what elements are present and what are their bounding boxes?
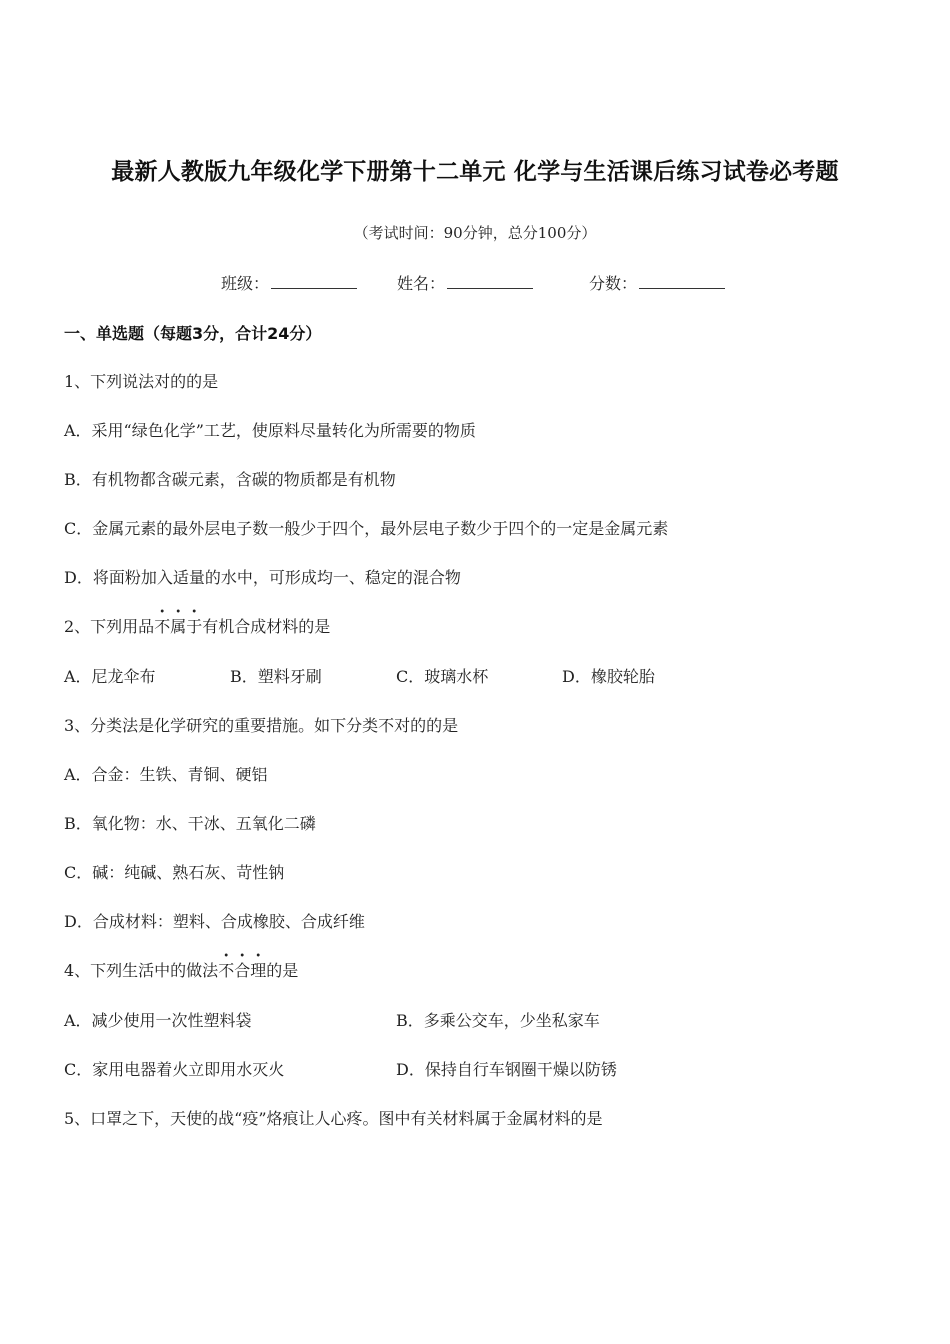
question-1-option-b: B．有机物都含碳元素，含碳的物质都是有机物 xyxy=(64,470,396,489)
question-2-emphasis-text: 不属于 xyxy=(154,617,203,636)
question-4-option-b: B．多乘公交车，少坐私家车 xyxy=(396,1011,600,1030)
question-3-option-a: A．合金：生铁、青铜、硬铝 xyxy=(64,765,268,784)
question-3-option-b: B．氧化物：水、干冰、五氧化二磷 xyxy=(64,814,316,833)
name-field xyxy=(397,271,533,294)
question-5-stem: 5、口罩之下，天使的战“疫”烙痕让人心疼。图中有关材料属于金属材料的是 xyxy=(64,1109,603,1128)
emphasis-dot: • xyxy=(255,951,262,962)
question-3-option-d: D．合成材料：塑料、合成橡胶、合成纤维 xyxy=(64,912,365,931)
question-3-option-c: C．碱：纯碱、熟石灰、苛性钠 xyxy=(64,863,285,882)
emphasis-dot: • xyxy=(175,607,182,618)
question-4-stem-pre: 4、下列生活中的做法 xyxy=(64,961,219,980)
score-blank[interactable] xyxy=(639,274,725,289)
exam-duration-note: （考试时间：90分钟，总分100分） xyxy=(353,224,597,242)
question-2-option-b: B．塑料牙刷 xyxy=(230,667,322,686)
exam-title: 最新人教版九年级化学下册第十二单元 化学与生活课后练习试卷必考题 xyxy=(111,159,839,185)
class-blank[interactable] xyxy=(271,274,357,289)
question-2-stem-post: 有机合成材料的是 xyxy=(202,617,331,636)
question-4-emphasis-text: 不合理 xyxy=(218,961,267,980)
emphasis-dot: • xyxy=(191,607,198,618)
question-4-option-a: A．减少使用一次性塑料袋 xyxy=(64,1011,252,1030)
section-heading: 一、单选题（每题3分，合计24分） xyxy=(64,324,322,343)
question-2-stem xyxy=(64,607,331,637)
question-2-option-a: A．尼龙伞布 xyxy=(64,667,156,686)
score-label: 分数： xyxy=(589,274,638,293)
question-2-option-c: C．玻璃水杯 xyxy=(396,667,489,686)
question-4-emphasis xyxy=(218,951,267,981)
question-1-option-d: D．将面粉加入适量的水中，可形成均一、稳定的混合物 xyxy=(64,568,461,587)
question-1-option-c: C．金属元素的最外层电子数一般少于四个，最外层电子数少于四个的一定是金属元素 xyxy=(64,519,669,538)
question-4-option-d: D．保持自行车钢圈干燥以防锈 xyxy=(396,1060,617,1079)
question-2-option-d: D．橡胶轮胎 xyxy=(562,667,655,686)
class-field xyxy=(221,271,357,294)
emphasis-dot: • xyxy=(223,951,230,962)
score-field xyxy=(589,271,725,294)
name-label: 姓名： xyxy=(397,274,446,293)
question-4-stem-post: 的是 xyxy=(266,961,299,980)
emphasis-dot: • xyxy=(159,607,166,618)
question-4-stem xyxy=(64,951,299,981)
class-label: 班级： xyxy=(221,274,270,293)
question-1-stem: 1、下列说法对的的是 xyxy=(64,372,219,391)
question-3-stem: 3、分类法是化学研究的重要措施。如下分类不对的的是 xyxy=(64,716,459,735)
question-1-option-a: A．采用“绿色化学”工艺，使原料尽量转化为所需要的物质 xyxy=(64,421,476,440)
question-2-emphasis xyxy=(154,607,203,637)
question-2-stem-pre: 2、下列用品 xyxy=(64,617,155,636)
question-4-option-c: C．家用电器着火立即用水灭火 xyxy=(64,1060,285,1079)
emphasis-dot: • xyxy=(239,951,246,962)
name-blank[interactable] xyxy=(447,274,533,289)
